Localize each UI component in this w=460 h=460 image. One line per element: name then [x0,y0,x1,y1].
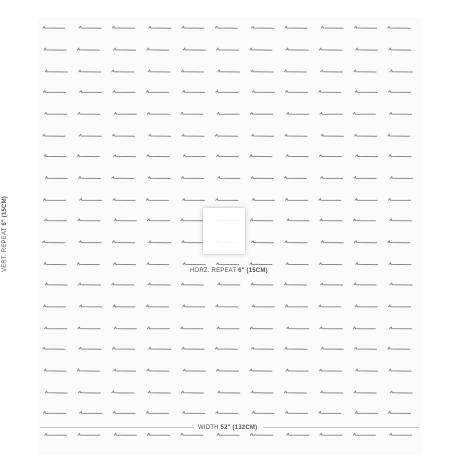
dash-motif [79,347,101,349]
dash-motif [354,391,376,393]
dash-motif [353,434,375,436]
dash-motif [216,91,238,93]
dash-motif [79,70,101,72]
dash-motif [252,199,274,201]
dash-motif [79,26,101,28]
dash-motif [149,26,171,28]
dash-motif [355,26,377,28]
dash-motif [147,155,169,157]
dash-motif [44,155,66,157]
dash-motif [146,91,168,93]
dash-motif [321,241,343,243]
dash-motif [319,263,341,265]
dash-motif [112,241,134,243]
dash-motif [112,26,134,28]
dash-motif [148,283,170,285]
dash-motif [216,199,238,201]
dash-motif [183,91,205,93]
dash-motif [356,369,378,371]
dash-motif [114,434,136,436]
dash-motif [390,283,412,285]
dash-motif [217,434,239,436]
dash-motif [319,369,341,371]
dash-motif [183,48,205,50]
dash-motif [250,155,272,157]
dash-motif [112,347,134,349]
dash-motif [80,199,102,201]
dash-motif [252,305,274,307]
dash-motif [79,134,101,136]
dash-motif [45,283,67,285]
dash-motif [217,113,239,115]
dash-motif [321,177,343,179]
dash-motif [251,283,273,285]
dash-motif [78,219,100,221]
dash-motif [389,263,411,265]
dash-motif [390,434,412,436]
dash-motif [149,134,171,136]
dash-motif [284,70,306,72]
dash-motif [390,327,412,329]
dash-motif [78,113,100,115]
dash-motif [80,305,102,307]
dash-motif [182,241,204,243]
dash-motif [217,48,239,50]
dash-motif [183,369,205,371]
dash-motif [286,199,308,201]
dash-motif [43,134,65,136]
dash-motif [355,305,377,307]
dash-motif [217,263,239,265]
dash-motif [284,177,306,179]
vertical-repeat-label [2,196,8,272]
dash-motif [250,369,272,371]
dash-motif [79,177,101,179]
dash-motif [43,26,65,28]
dash-motif [218,177,240,179]
dash-motif [112,134,134,136]
dash-motif [112,283,134,285]
dash-motif [355,347,377,349]
dash-motif [319,412,341,414]
dash-motif [45,113,67,115]
vertical-repeat-text: VERT. REPEAT [2,227,8,272]
dash-motif [388,134,410,136]
horizontal-repeat-value: 6" (15CM) [238,268,268,274]
dash-motif [356,155,378,157]
dash-motif [44,369,66,371]
dash-motif [43,347,65,349]
dash-motif [181,113,203,115]
dash-motif [181,70,203,72]
dash-motif [148,219,170,221]
dash-motif [250,327,272,329]
dash-motif [149,241,171,243]
dash-motif [113,412,135,414]
dash-motif [284,391,306,393]
width-line-right [263,427,419,428]
dash-motif [286,91,308,93]
dash-motif [319,48,341,50]
dash-motif [388,305,410,307]
dash-motif [43,91,65,93]
dash-motif [114,219,136,221]
vertical-repeat-value: 6" (15CM) [2,196,8,226]
dash-motif [355,199,377,201]
dash-motif [147,369,169,371]
dash-motif [218,283,240,285]
dash-motif [217,155,239,157]
dash-motif [284,283,306,285]
dash-motif [183,155,205,157]
dash-motif [285,347,307,349]
dash-motif [183,199,205,201]
dash-motif [390,177,412,179]
dash-motif [113,305,135,307]
dash-motif [182,347,204,349]
dash-motif [146,412,168,414]
dash-motif [354,70,376,72]
dash-motif [43,199,65,201]
dash-motif [390,391,412,393]
dash-motif [78,327,100,329]
dash-motif [286,48,308,50]
dash-motif [43,241,65,243]
dash-motif [79,241,101,243]
dash-motif [217,369,239,371]
width-line-left [40,427,194,428]
dash-motif [390,113,412,115]
dash-motif [252,26,274,28]
dash-motif [252,91,274,93]
dash-motif [183,412,205,414]
dash-motif [77,48,99,50]
dash-motif [355,91,377,93]
dash-motif [183,305,205,307]
dash-motif [215,347,237,349]
dash-motif [321,283,343,285]
dash-motif [321,70,343,72]
dash-motif [251,70,273,72]
width-value: 52" (132CM) [220,425,258,431]
dash-motif [319,305,341,307]
dash-motif [215,134,237,136]
dash-motif [390,70,412,72]
dash-motif [388,412,410,414]
dash-motif [321,26,343,28]
dash-motif [252,347,274,349]
dash-motif [78,434,100,436]
dash-motif [353,113,375,115]
dash-motif [250,48,272,50]
dash-motif [353,219,375,221]
dash-motif [250,219,272,221]
dash-motif [114,369,136,371]
dash-motif [287,113,309,115]
dash-motif [286,369,308,371]
dash-motif [45,219,67,221]
dash-motif [218,391,240,393]
dash-motif [45,434,67,436]
dash-motif [252,241,274,243]
dash-motif [182,26,204,28]
dash-motif [44,263,66,265]
dash-motif [218,70,240,72]
dash-motif [80,91,102,93]
dash-motif [181,219,203,221]
dash-motif [148,391,170,393]
dash-motif [286,305,308,307]
dash-motif [77,263,99,265]
dash-motif [356,48,378,50]
dash-motif [287,327,309,329]
dash-motif [112,391,134,393]
dash-motif [388,347,410,349]
dash-motif [181,434,203,436]
dash-motif [113,91,135,93]
dash-motif [217,327,239,329]
dash-motif [285,26,307,28]
dash-motif [113,199,135,201]
dash-motif [389,155,411,157]
dash-motif [114,327,136,329]
dash-motif [114,48,136,50]
dash-motif [353,327,375,329]
dash-motif [182,134,204,136]
dash-motif [252,134,274,136]
dash-motif [319,199,341,201]
dash-motif [43,412,65,414]
horizontal-repeat-text: HORZ. REPEAT [190,268,237,274]
dash-motif [112,70,134,72]
dash-motif [251,177,273,179]
dash-motif [216,412,238,414]
dash-motif [181,391,203,393]
dash-motif [355,412,377,414]
dash-motif [287,219,309,221]
dash-motif [147,263,169,265]
dash-motif [147,48,169,50]
dash-motif [320,327,342,329]
dash-motif [389,48,411,50]
dash-motif [77,369,99,371]
dash-motif [183,263,205,265]
dash-motif [390,219,412,221]
dash-motif [45,391,67,393]
dash-motif [355,134,377,136]
dash-motif [320,434,342,436]
dash-motif [148,70,170,72]
dash-motif [45,327,67,329]
dash-motif [45,70,67,72]
dash-motif [355,241,377,243]
dash-motif [112,177,134,179]
dash-motif [388,91,410,93]
dash-motif [320,219,342,221]
dash-motif [321,134,343,136]
dash-motif [148,177,170,179]
dash-motif [285,241,307,243]
dash-motif [215,26,237,28]
dash-motif [250,263,272,265]
dash-motif [45,177,67,179]
dash-motif [389,369,411,371]
dash-motif [44,48,66,50]
dash-motif [114,155,136,157]
dash-motif [319,91,341,93]
dash-motif [148,434,170,436]
dash-motif [79,391,101,393]
dash-motif [388,26,410,28]
dash-motif [181,177,203,179]
dash-motif [321,391,343,393]
dash-motif [286,263,308,265]
dash-motif [356,263,378,265]
dash-motif [216,305,238,307]
dash-motif [148,327,170,329]
dash-motif [114,113,136,115]
dash-motif [114,263,136,265]
dash-motif [181,327,203,329]
dash-motif [252,412,274,414]
dash-motif [181,283,203,285]
dash-motif [286,155,308,157]
width-label [198,425,257,431]
dash-motif [354,283,376,285]
dash-motif [79,283,101,285]
dash-motif [80,412,102,414]
dash-motif [250,434,272,436]
width-text: WIDTH [198,425,219,431]
dash-motif [251,391,273,393]
dash-motif [43,305,65,307]
dash-motif [146,199,168,201]
dash-motif [388,241,410,243]
dash-motif [320,113,342,115]
dash-motif [148,113,170,115]
dash-motif [285,134,307,136]
dash-motif [250,113,272,115]
dash-motif [319,155,341,157]
dash-motif [287,434,309,436]
dash-motif [77,155,99,157]
horizontal-repeat-label [190,268,268,274]
repeat-indicator-box [203,208,245,254]
dash-motif [354,177,376,179]
dash-motif [321,347,343,349]
dash-motif [388,199,410,201]
dash-motif [149,347,171,349]
dash-motif [286,412,308,414]
dash-motif [146,305,168,307]
